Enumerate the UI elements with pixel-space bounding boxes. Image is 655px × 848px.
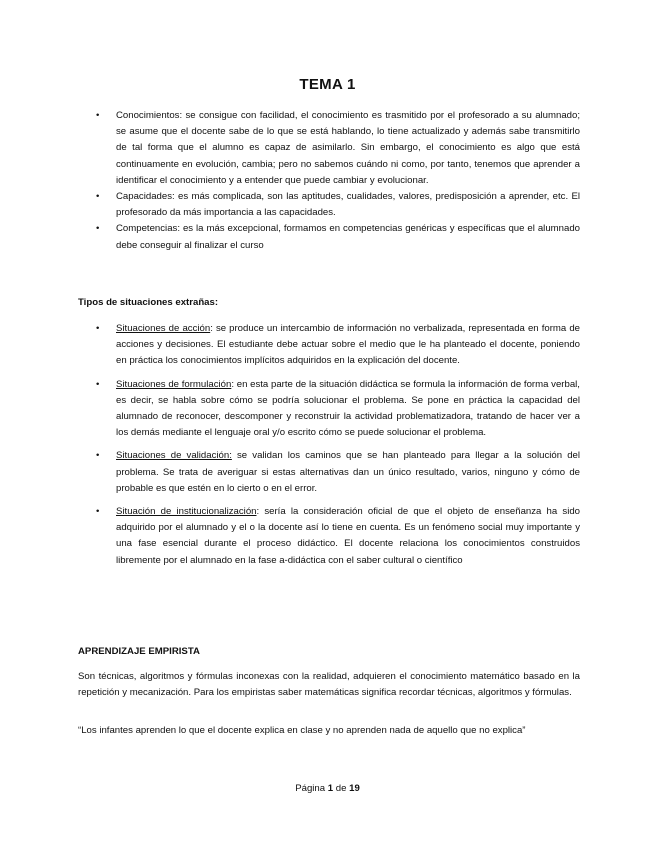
list-item-term: Situaciones de acción	[116, 323, 211, 334]
list-item-text: : en esta parte de la situación didáctica se formula la información de forma verbal, es decir, se habla sobre cómo se podría solucionar el problema. Se pone en práctica la capacidad del alumnado de reconocer, descomponer y reconstruir la actividad problematizadora, tratando de hacer ver a los demás mediante el lenguaje oral y/o escrito cómo se puede solucionar el problema.	[116, 378, 580, 439]
list-item	[78, 221, 580, 253]
page-title: TEMA 1	[299, 76, 356, 93]
list-item	[78, 321, 580, 370]
list-item-term: Situación de institucionalización	[116, 506, 257, 518]
footer-prefix: Página	[295, 783, 328, 794]
bullet-icon: •	[96, 323, 100, 334]
bullet-icon: •	[96, 450, 100, 462]
total-page-number: 19	[349, 783, 360, 794]
list-item-text: : se produce un intercambio de información no verbalizada, representada en forma de acciones y decisiones. El estudiante debe actuar sobre el medio que le ha planteado el docente, poniendo en práctica los conocimientos implícitos adquiridos en la explicación del docente.	[116, 323, 581, 367]
list-item-text: Conocimientos: se consigue con facilidad, el conocimiento es trasmitido por el profesorado a su alumnado; se asume que el docente sabe de lo que se está hablando, lo tiene actualizado y además sabe transmitirlo de tal forma que el alumno es capaz de asimilarlo. Sin embargo, el conocimiento es algo que está continuamente en evolución, cambia; pero no sabemos cuándo ni como, por tanto, tenemos que aprender a identificar el conocimiento y a entender que puede cambiar y evolucionar.	[116, 110, 580, 186]
list-item	[78, 108, 580, 189]
list-item-text: Competencias: es la más excepcional, formamos en competencias genéricas y específicas que el alumnado debe conseguir al finalizar el curso	[116, 223, 580, 251]
footer-middle: de	[333, 783, 350, 794]
competencias-list	[78, 108, 580, 254]
page-footer	[0, 783, 655, 794]
body-paragraph: Son técnicas, algoritmos y fórmulas inconexas con la realidad, adquieren el conocimiento matemático basado en la repetición y mecanización. Para los empiristas saber matemáticas significa recordar técnicas, algoritmos y fórmulas.	[78, 671, 580, 699]
list-item-term: Situaciones de formulación	[116, 378, 232, 390]
list-item	[78, 377, 580, 442]
list-item	[78, 448, 580, 497]
bullet-icon: •	[96, 378, 100, 390]
bullet-icon: •	[96, 110, 100, 121]
bullet-icon: •	[96, 506, 100, 518]
list-item-text: se validan los caminos que se han planteado para llegar a la solución del problema. Se trata de averiguar si estas alternativas dan un único resultado, varios, ninguno y cómo de probable es que estén en lo cierto o en el error.	[116, 450, 580, 494]
list-item-text: : sería la consideración oficial de que el objeto de enseñanza ha sido adquirido por el alumnado y el o la docente así lo tiene en cuenta. Es un fenómeno social muy importante y una fase esencial durante el proceso didáctico. El docente relaciona los conocimientos construidos libremente por el alumnado en la fase a-didáctica con el saber cultural o científico	[116, 506, 581, 566]
list-item-term: Situaciones de validación:	[116, 450, 232, 462]
section-heading-situaciones: Tipos de situaciones extrañas:	[78, 297, 219, 308]
list-item	[78, 504, 580, 569]
section-heading-aprendizaje: APRENDIZAJE EMPIRISTA	[78, 646, 200, 657]
list-item	[78, 189, 580, 221]
quote-text: “Los infantes aprenden lo que el docente explica en clase y no aprenden nada de aquello que no explica”	[78, 725, 526, 736]
bullet-icon: •	[96, 191, 100, 203]
list-item-text: Capacidades: es más complicada, son las aptitudes, cualidades, valores, predisposición a aprender, etc. El profesorado da más importancia a las capacidades.	[116, 191, 580, 219]
current-page-number: 1	[327, 783, 334, 794]
bullet-icon: •	[96, 223, 100, 235]
situaciones-list	[78, 321, 580, 576]
